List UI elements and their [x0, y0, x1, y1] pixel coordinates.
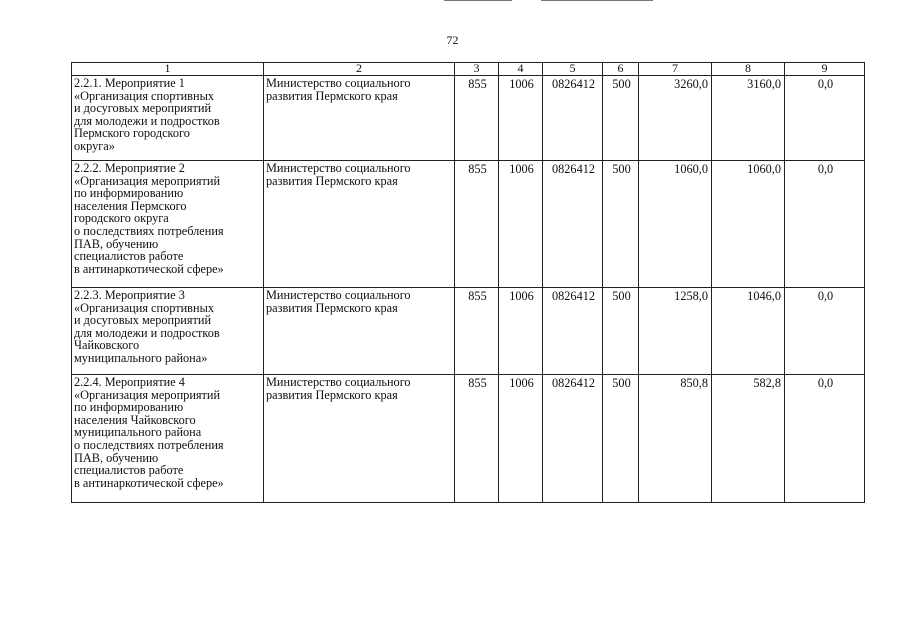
activity-name-line: и досуговых мероприятий: [74, 101, 212, 116]
activity-name-line: 2.2.4. Мероприятие 4: [74, 375, 185, 389]
ministry-line: Министерство социального: [266, 375, 411, 389]
cell-col7: 850,8: [639, 375, 712, 503]
activity-name-line: населения Пермского: [74, 198, 187, 213]
budget-table: [71, 62, 865, 503]
cell-col7: 1258,0: [639, 288, 712, 375]
column-header: 3: [455, 63, 499, 76]
cell-col8: 1060,0: [712, 161, 785, 288]
activity-name-line: «Организация мероприятий: [74, 173, 221, 188]
column-header: 5: [543, 63, 603, 76]
activity-name-line: о последствиях потребления: [74, 223, 224, 238]
column-header: 2: [264, 63, 455, 76]
cell-col7: 1060,0: [639, 161, 712, 288]
ministry-line: развития Пермского края: [266, 387, 398, 402]
column-header: 4: [499, 63, 543, 76]
activity-name-line: для молодежи и подростков: [74, 113, 220, 128]
activity-name-line: муниципального района»: [74, 350, 208, 365]
cell-col5: 0826412: [543, 375, 603, 503]
activity-name-line: «Организация спортивных: [74, 88, 214, 103]
ministry-line: Министерство социального: [266, 161, 411, 175]
cell-col4: 1006: [499, 161, 543, 288]
cell-col4: 1006: [499, 375, 543, 503]
cell-col8: 1046,0: [712, 288, 785, 375]
ministry-line: Министерство социального: [266, 288, 411, 302]
activity-name-line: специалистов работе: [74, 463, 184, 478]
table-header-row: [72, 63, 865, 76]
cell-col6: 500: [603, 76, 639, 161]
column-header: 9: [785, 63, 865, 76]
column-header: 8: [712, 63, 785, 76]
activity-name-line: в антинаркотической сфере»: [74, 475, 224, 490]
ministry-cell: [264, 375, 455, 503]
activity-name-line: 2.2.2. Мероприятие 2: [74, 161, 185, 175]
activity-name-line: населения Чайковского: [74, 412, 196, 427]
activity-name-line: 2.2.3. Мероприятие 3: [74, 288, 185, 302]
activity-name-cell: [72, 161, 264, 288]
cell-col3: 855: [455, 161, 499, 288]
activity-name-line: «Организация мероприятий: [74, 387, 221, 402]
cell-col6: 500: [603, 161, 639, 288]
column-header: 6: [603, 63, 639, 76]
activity-name-line: по информированию: [74, 400, 184, 415]
activity-name-line: муниципального района: [74, 425, 202, 440]
activity-name-line: округа»: [74, 138, 115, 153]
cell-col9: 0,0: [785, 375, 865, 503]
cell-col9: 0,0: [785, 161, 865, 288]
activity-name-line: «Организация спортивных: [74, 300, 214, 315]
cell-col7: 3260,0: [639, 76, 712, 161]
activity-name-line: и досуговых мероприятий: [74, 313, 212, 328]
activity-name-line: по информированию: [74, 186, 184, 201]
cell-col6: 500: [603, 288, 639, 375]
activity-name-line: ПАВ, обучению: [74, 450, 159, 465]
page-number: 72: [446, 33, 459, 47]
ministry-line: развития Пермского края: [266, 88, 398, 103]
scan-edge-mark-left: [444, 0, 512, 1]
table-row: [72, 76, 865, 161]
cell-col9: 0,0: [785, 288, 865, 375]
activity-name-line: специалистов работе: [74, 249, 184, 264]
cell-col5: 0826412: [543, 76, 603, 161]
cell-col6: 500: [603, 375, 639, 503]
activity-name-cell: [72, 375, 264, 503]
cell-col9: 0,0: [785, 76, 865, 161]
cell-col3: 855: [455, 288, 499, 375]
cell-col8: 582,8: [712, 375, 785, 503]
cell-col4: 1006: [499, 288, 543, 375]
activity-name-cell: [72, 288, 264, 375]
cell-col3: 855: [455, 76, 499, 161]
cell-col3: 855: [455, 375, 499, 503]
column-header: 7: [639, 63, 712, 76]
activity-name-line: городского округа: [74, 211, 169, 226]
activity-name-line: в антинаркотической сфере»: [74, 261, 224, 276]
scan-edge-mark-right: [541, 0, 653, 1]
cell-col8: 3160,0: [712, 76, 785, 161]
activity-name-line: Чайковского: [74, 338, 140, 353]
cell-col5: 0826412: [543, 288, 603, 375]
column-header: 1: [72, 63, 264, 76]
table-row: [72, 288, 865, 375]
activity-name-line: для молодежи и подростков: [74, 325, 220, 340]
ministry-line: развития Пермского края: [266, 300, 398, 315]
table-row: [72, 161, 865, 288]
activity-name-line: ПАВ, обучению: [74, 236, 159, 251]
cell-col5: 0826412: [543, 161, 603, 288]
cell-col4: 1006: [499, 76, 543, 161]
activity-name-line: о последствиях потребления: [74, 437, 224, 452]
ministry-cell: [264, 288, 455, 375]
activity-name-cell: [72, 76, 264, 161]
ministry-line: развития Пермского края: [266, 173, 398, 188]
ministry-cell: [264, 161, 455, 288]
ministry-cell: [264, 76, 455, 161]
activity-name-line: 2.2.1. Мероприятие 1: [74, 76, 185, 90]
ministry-line: Министерство социального: [266, 76, 411, 90]
table-row: [72, 375, 865, 503]
activity-name-line: Пермского городского: [74, 126, 190, 141]
